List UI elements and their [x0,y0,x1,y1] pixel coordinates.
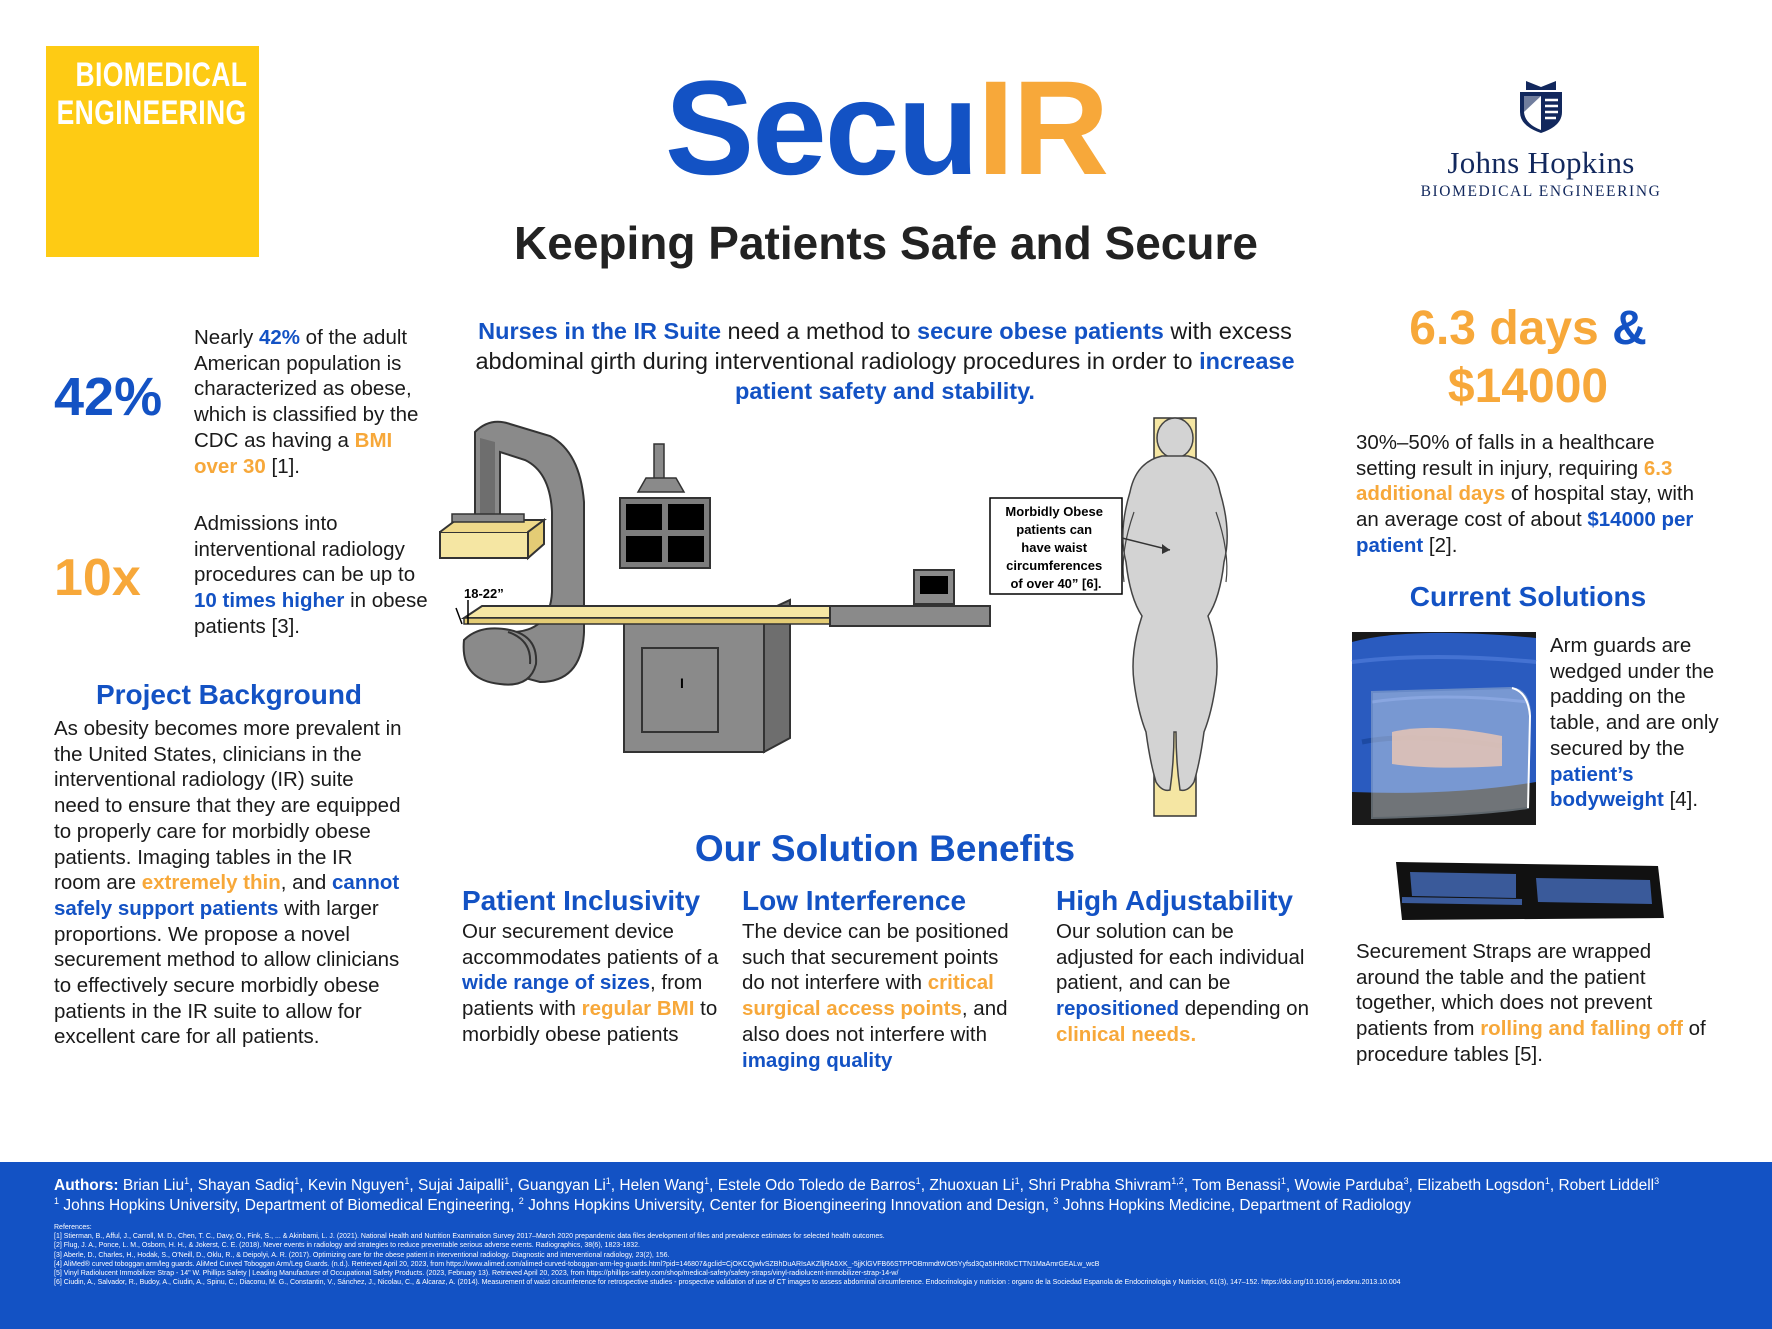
affiliation-mark: 1 [54,1195,60,1206]
text-run: [2]. [1423,533,1458,557]
text-run: Our securement device accommodates patients of a [462,920,719,969]
author-name: Wowie Parduba [1294,1177,1404,1194]
arm-guard-photo [1352,632,1536,825]
references-block [54,1223,1754,1287]
affiliations-line: $^1$ Johns Hopkins University, Department of Biomedical Engineering, $^2$ Johns Hopkins University, Center for Bioengineering Innovation and Design, $^3$ Johns Hopkins Medicine, Department of Radiology [54,1195,1411,1214]
affiliation-text: Johns Hopkins Medicine, Department of Radiology [1058,1197,1411,1214]
callout-line: patients can [1016,522,1093,537]
text-run: in obese patients [3]. [194,589,428,638]
obesity-stat-text [194,325,430,479]
logo-line-1: BIOMEDICAL [75,56,247,94]
highlight-10-times: 10 times higher [194,589,345,613]
title-part-1: Secu [664,54,978,203]
author-affiliation-mark: 1 [184,1175,190,1186]
highlight-clinical-needs: clinical needs. [1056,1022,1197,1046]
jhu-shield-icon [1516,78,1566,134]
author-name: Robert Liddell [1558,1177,1655,1194]
obese-patient-icon [1123,418,1227,816]
days-stat: 6.3 days [1409,302,1599,355]
reference-item: [1] Stierman, B., Afful, J., Carroll, M. D., Chen, T. C., Davy, O., Fink, S., ... & Akinbami, L. J. (2021). National Health and Nutrition Examination Survey 2017–March 2020 prepandemic data files development of files and prevalence estimates for selected health outcomes. [54,1233,885,1241]
authors-label: Authors: [54,1177,123,1194]
highlight-bodyweight: patient’s bodyweight [1550,762,1664,812]
author-affiliation-mark: 3 [1654,1175,1660,1186]
text-run: , and [280,871,333,895]
callout-line: Morbidly Obese [1005,504,1103,519]
highlight-extremely-thin: extremely thin [141,871,281,895]
cost-stat: $14000 [1447,360,1609,413]
affiliation-mark: 3 [1053,1195,1059,1206]
cost-text [1356,430,1704,559]
affiliation-text: Johns Hopkins University, Center for Bioengineering Innovation and Design [523,1197,1045,1214]
reference-item: [3] Aberle, D., Charles, H., Hodak, S., O'Neill, D., Oklu, R., & Deipolyi, A. R. (2017). Optimizing care for the obese patient in interventional radiology. Diagnostic and interventional radiology, 23(2), 156. [54,1251,670,1259]
table-height-label: 18-22” [464,586,504,601]
text-run: As obesity becomes more prevalent in the United States, clinicians in the interventional radiology (IR) suite need to ensure that they are equipped to properly care for morbidly obese patients. Imaging tables in the IR room are [54,717,402,895]
author-affiliation-mark: 1 [404,1175,410,1186]
svg-text:I: I [680,675,684,691]
highlight-cost-per-patient: $14000 per patient [1356,508,1694,557]
highlight-cannot-support: cannot safely support patients [54,871,400,920]
text-run: with excess abdominal girth during interventional radiology procedures in order to [475,318,1292,374]
references-label: References: [54,1224,92,1231]
author-affiliation-mark: 1 [1544,1175,1550,1186]
patient-inclusivity-text [462,919,730,1048]
author-name: Zhuoxuan Li [929,1177,1015,1194]
author-name: Elizabeth Logsdon [1417,1177,1545,1194]
highlight-nurses: Nurses in the IR Suite [478,318,722,344]
affiliation-mark: 2 [518,1195,524,1206]
highlight-secure-obese: secure obese patients [917,318,1164,344]
highlight-rolling-falling: rolling and falling off [1480,1017,1683,1041]
title-part-2: IR [977,54,1108,203]
author-affiliation-mark: 1,2 [1171,1175,1184,1186]
affiliation-text: Johns Hopkins University, Department of Biomedical Engineering [59,1197,511,1214]
authors-line: Authors: Brian Liu$^1$, Shayan Sadiq$^1$, Kevin Nguyen$^1$, Sujai Jaipalli$^1$, Guangyan Li$^1$, Helen Wang$^1$, Estele Odo Toledo de Barros$^1$, Zhuoxuan Li$^1$, Shri Prabha Shivram$^{1,2}$, Tom Benassi$^1$, Wowie Parduba$^3$, Elizabeth Logsdon$^1$, Robert Liddell$^3$ [54,1175,1660,1194]
text-run: Our solution can be adjusted for each individual patient, and can be [1056,920,1305,995]
jhu-department: BIOMEDICAL ENGINEERING [1420,183,1662,200]
highlight-increase-safety: increase patient safety and stability. [735,348,1295,404]
monitor-stand-icon [620,444,710,568]
project-background-text [54,716,404,1050]
text-run: Arm guards are wedged under the padding on the table, and are only secured by the [1550,634,1719,760]
project-background-heading: Project Background [95,679,363,710]
biomedical-engineering-logo [46,46,259,257]
ampersand: & [1598,302,1647,355]
text-run: [4]. [1663,788,1699,812]
ir-suite-illustration [464,412,1260,830]
johns-hopkins-logo [1416,78,1666,201]
author-affiliation-mark: 1 [294,1175,300,1186]
reference-item: [6] Ciudin, A., Salvador, R., Budoy, A., Ciudin, A., Spinu, C., Diaconu, M. G., Constantin, V., Sánchez, J., Nicolau, C., & Alcaraz, A. (2014). Measurement of waist circumference for retrospective studies - prospective validation of use of CT images to assess abdominal circumference. Endocrinologia y nutricion : organo de la Sociedad Espanola de Endocrinologia y Nutricion, 61(3), 147–152. https://doi.org/10.1016/j.endonu.2013.10.004 [54,1279,1401,1287]
solution-benefits-heading: Our Solution Benefits [694,828,1076,869]
callout-line: circumferences [1006,558,1103,573]
author-name: Helen Wang [619,1177,705,1194]
highlight-bmi: BMI over 30 [194,428,393,478]
callout-line: of over 40” [6]. [1010,576,1102,591]
text-run: Admissions into interventional radiology procedures can be up to [194,512,416,587]
author-name: Brian Liu [122,1177,185,1194]
text-run: 30%–50% of falls in a healthcare setting result in injury, requiring [1356,431,1655,480]
author-affiliation-mark: 1 [605,1175,611,1186]
current-solutions-heading: Current Solutions [1409,581,1647,612]
author-affiliation-mark: 1 [1280,1175,1286,1186]
author-affiliation-mark: 1 [915,1175,921,1186]
text-run: , and also does not interfere with [742,997,1008,1046]
text-run: [1]. [265,454,300,478]
admissions-stat-big: 10x [54,549,141,607]
author-affiliation-mark: 1 [704,1175,710,1186]
text-run: Securement Straps are wrapped around the table and the patient together, which does not prevent patients from [1356,940,1653,1041]
text-run: to morbidly obese patients [462,997,718,1046]
text-run: of procedure tables [5]. [1356,1017,1706,1066]
text-run: of the adult American population is characterized as obese, which is classified by the CDC as having a [194,326,419,452]
admissions-stat-text [194,511,430,640]
author-affiliation-mark: 3 [1403,1175,1409,1186]
reference-item: [2] Flug, J. A., Ponce, L. M., Osborn, H. H., & Jokerst, C. E. (2018). Never events in radiology and strategies to reduce preventable serious adverse events. Radiographics, 38(6), 1823-1832. [54,1242,640,1250]
text-run: need a method to [721,318,917,344]
highlight-regular-bmi: regular BMI [581,997,695,1021]
jhu-name: Johns Hopkins [1447,145,1635,180]
author-affiliation-mark: 1 [1014,1175,1020,1186]
securement-strap-text [1356,939,1716,1068]
high-adjustability-text [1056,919,1316,1048]
cost-headline [1340,300,1716,416]
highlight-42-percent: 42% [258,326,300,349]
reference-item: [5] Vinyl Radiolucent Immobilizer Strap - 14" W. Phillips Safety | Leading Manufacturer of Occupational Safety Products. (2023, February 13). Retrieved April 20, 2023, from https://phillips-safety.com/shop/medical-safety/safety-straps/vinyl-radiolucent-immobilizer-strap-14-w/ [54,1270,899,1278]
highlight-repositioned: repositioned [1056,997,1180,1021]
author-name: Kevin Nguyen [307,1177,405,1194]
obesity-stat-big: 42% [54,367,163,427]
author-name: Estele Odo Toledo de Barros [717,1177,916,1194]
highlight-imaging-quality: imaging quality [742,1048,893,1072]
highlight-range-sizes: wide range of sizes [462,971,650,995]
poster-title [400,54,1372,203]
text-run: with larger proportions. We propose a novel securement method to allow clinicians to effectively secure morbidly obese patients in the IR suite to allow for excellent care for all patients. [54,896,400,1049]
highlight-access-points: critical surgical access points [742,971,994,1021]
callout-line: have waist [1021,540,1088,555]
arm-guard-text [1550,633,1720,813]
c-arm-icon [440,422,584,685]
author-name: Guangyan Li [517,1177,606,1194]
author-name: Tom Benassi [1192,1177,1281,1194]
logo-line-2: ENGINEERING [57,94,247,132]
poster-subtitle: Keeping Patients Safe and Secure [514,217,1258,269]
high-adjustability-heading: High Adjustability [1056,885,1293,916]
author-name: Shayan Sadiq [197,1177,295,1194]
text-run: The device can be positioned such that securement points do not interfere with [742,920,1009,995]
low-interference-text [742,919,1010,1073]
patient-inclusivity-heading: Patient Inclusivity [462,885,701,916]
author-affiliation-mark: 1 [504,1175,510,1186]
low-interference-heading: Low Interference [742,885,967,916]
text-run: Nearly [194,326,259,349]
highlight-additional-days: 6.3 additional days [1356,456,1673,506]
securement-strap-photo [1396,858,1664,924]
problem-statement [470,316,1300,406]
text-run: of hospital stay, with an average cost of about [1356,482,1694,532]
obesity-callout [990,498,1122,594]
author-name: Shri Prabha Shivram [1028,1177,1172,1194]
author-name: Sujai Jaipalli [418,1177,505,1194]
text-run: depending on [1179,997,1309,1021]
reference-item: [4] AliMed® curved toboggan arm/leg guards. AliMed Curved Toboggan Arm/Leg Guards. (n.d.). Retrieved April 20, 2023, from https://www.alimed.com/alimed-curved-toboggan-arm-leg-guards.html?pid=146807&gclid=CjOKCQjwlvSZBhDuARIsAKZlljRA5XK_-5jjKlGVFB66STPPOBmmdtWOt5Yyfsd3Qa5IHR0lxCTTN1MaAmrGEALw_wcB [54,1260,1100,1268]
text-run: , from patients with [462,971,703,1021]
